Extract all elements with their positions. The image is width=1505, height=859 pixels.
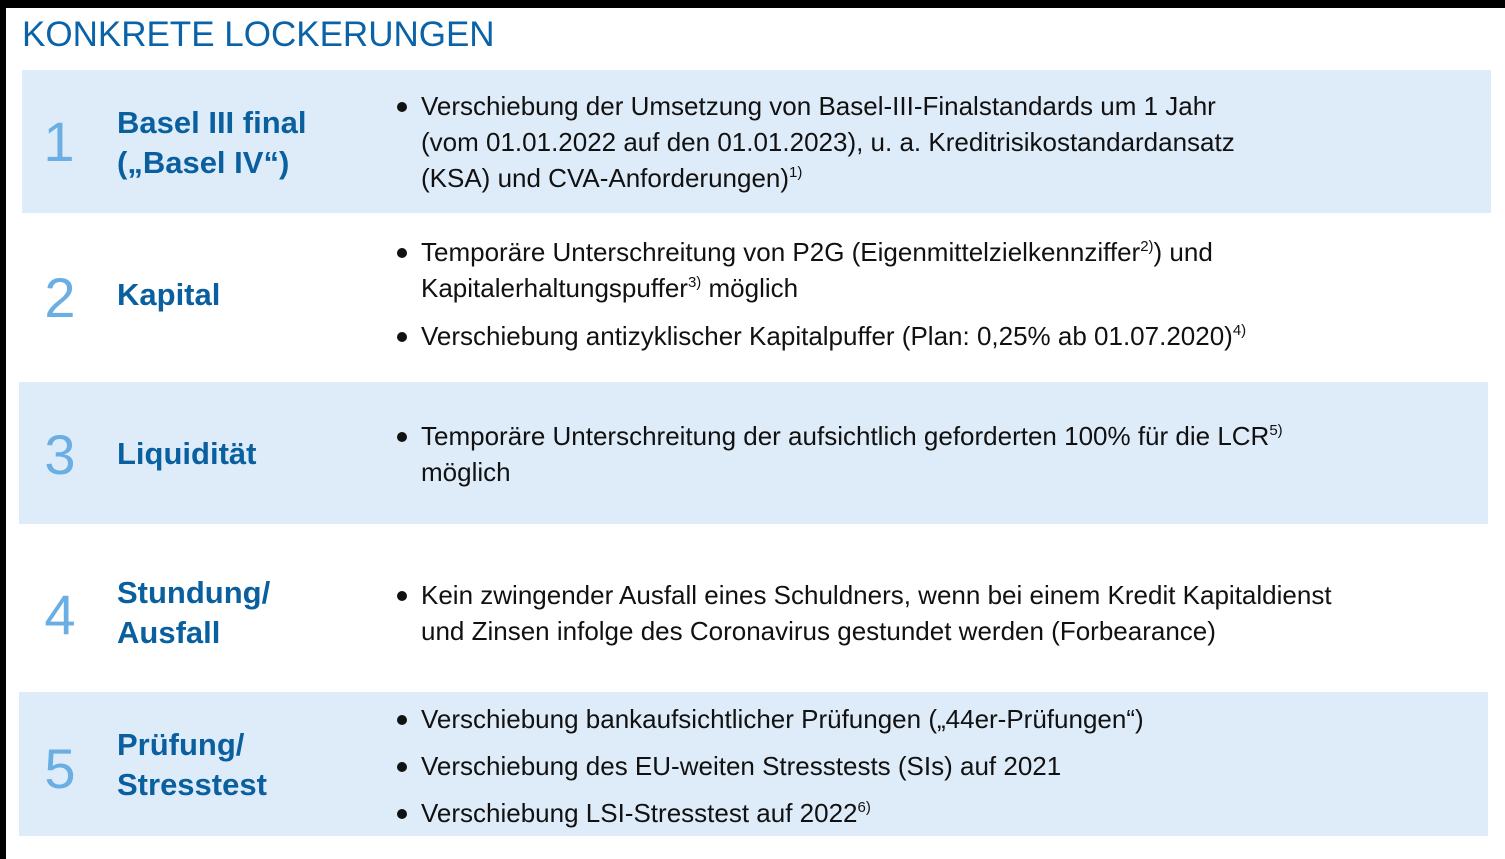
row-label-line: Basel III final	[117, 105, 307, 140]
bullet-item	[398, 577, 1332, 649]
row-basel-iii	[22, 70, 1491, 213]
row-label-line: Stresstest	[117, 767, 267, 802]
row-label	[117, 725, 267, 805]
bullet-list	[398, 418, 1283, 490]
bullet-list	[398, 234, 1246, 354]
footnote-marker: 2)	[1140, 238, 1154, 255]
row-kapital	[20, 213, 1488, 382]
bullet-icon	[397, 715, 407, 725]
bullet-text: Verschiebung LSI-Stresstest auf 2022	[421, 798, 858, 828]
bullet-text: Temporäre Unterschreitung der aufsichtlich geforderten 100% für die LCR	[421, 421, 1270, 451]
bullet-icon	[397, 432, 407, 442]
bullet-icon	[397, 762, 407, 772]
footnote-marker: 1)	[789, 164, 803, 181]
row-number: 4	[44, 583, 76, 646]
row-label-line: Ausfall	[117, 615, 221, 650]
bullet-icon	[397, 809, 407, 819]
bullet-text-line	[421, 270, 1246, 306]
bullet-item	[398, 418, 1283, 490]
bullet-text-line	[421, 795, 1144, 831]
bullet-icon	[397, 248, 407, 258]
bullet-text-line	[421, 418, 1283, 454]
bullet-list	[398, 577, 1332, 649]
bullet-text: Verschiebung antizyklischer Kapitalpuffer (Plan: 0,25% ab 01.07.2020)	[421, 321, 1233, 351]
row-stundung-ausfall	[20, 524, 1488, 692]
bullet-text-line: Verschiebung der Umsetzung von Basel-III-Finalstandards um 1 Jahr	[421, 91, 1216, 121]
bullet-text-line: möglich	[421, 457, 511, 487]
bullet-icon	[397, 591, 407, 601]
bullet-list	[398, 88, 1235, 196]
bullet-item	[398, 795, 1144, 831]
bullet-text-line: Verschiebung des EU-weiten Stresstests (SIs) auf 2021	[421, 751, 1062, 781]
bullet-text: (KSA) und CVA-Anforderungen)	[421, 163, 790, 193]
bullet-text-line	[421, 160, 1235, 196]
row-label	[117, 275, 220, 315]
bullet-text: ) und	[1153, 237, 1213, 267]
bullet-item	[398, 701, 1144, 737]
bullet-text: Kapitalerhaltungspuffer	[421, 273, 688, 303]
top-border	[0, 0, 1505, 8]
slide-title: KONKRETE LOCKERUNGEN	[22, 15, 495, 54]
row-label-line: Prüfung/	[117, 727, 245, 762]
left-border	[0, 0, 6, 859]
row-label	[117, 103, 307, 183]
row-pruefung-stresstest	[19, 692, 1488, 836]
row-label-line: Liquidität	[117, 436, 257, 471]
bullet-icon	[397, 102, 407, 112]
row-label-line: („Basel IV“)	[117, 145, 290, 180]
row-number: 3	[44, 423, 76, 486]
row-label-line: Stundung/	[117, 575, 271, 610]
bullet-text-line	[421, 234, 1246, 270]
row-number: 2	[44, 266, 76, 329]
footnote-marker: 3)	[687, 274, 702, 291]
row-liquiditaet	[19, 382, 1488, 524]
row-label	[117, 573, 270, 653]
row-number: 5	[44, 737, 76, 800]
bullet-list	[398, 701, 1144, 831]
bullet-text-line: Kein zwingender Ausfall eines Schuldners, wenn bei einem Kredit Kapitaldienst	[421, 580, 1332, 610]
bullet-text-line	[421, 318, 1246, 354]
bullet-text: möglich	[701, 273, 799, 303]
bullet-icon	[397, 332, 407, 342]
footnote-marker: 5)	[1269, 422, 1283, 439]
bullet-text-line: und Zinsen infolge des Coronavirus gestundet werden (Forbearance)	[421, 616, 1216, 646]
bullet-item	[398, 748, 1144, 784]
row-label-line: Kapital	[117, 277, 221, 312]
row-number: 1	[43, 110, 75, 173]
bullet-item	[398, 88, 1235, 196]
bullet-item	[398, 234, 1246, 306]
bullet-text-line: (vom 01.01.2022 auf den 01.01.2023), u. a. Kreditrisikostandardansatz	[421, 127, 1235, 157]
bullet-text-line: Verschiebung bankaufsichtlicher Prüfungen („44er-Prüfungen“)	[421, 704, 1144, 734]
footnote-marker: 4)	[1232, 322, 1247, 339]
bullet-text: Temporäre Unterschreitung von P2G (Eigenmittelzielkennziffer	[421, 237, 1141, 267]
row-label	[117, 434, 256, 474]
footnote-marker: 6)	[857, 799, 871, 816]
bullet-item	[398, 318, 1246, 354]
